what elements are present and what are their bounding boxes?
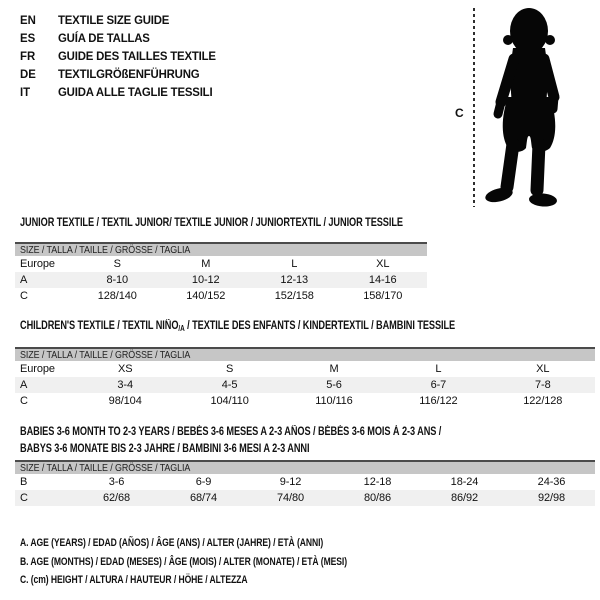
cell: 12-18 bbox=[363, 476, 392, 488]
children-table-title bbox=[20, 320, 455, 333]
row-label: B bbox=[20, 476, 28, 488]
children-title-prefix: CHILDREN'S TEXTILE / TEXTIL NIÑO bbox=[20, 320, 179, 332]
table-row bbox=[15, 474, 595, 490]
cell: 14-16 bbox=[368, 274, 397, 286]
cell: 92/98 bbox=[537, 492, 566, 504]
junior-table-title: JUNIOR TEXTILE / TEXTIL JUNIOR/ TEXTILE JUNIOR / JUNIORTEXTIL / JUNIOR TESSILE bbox=[20, 217, 403, 229]
lang-title: GUIDA ALLE TAGLIE TESSILI bbox=[58, 85, 213, 99]
size-header-label: SIZE / TALLA / TAILLE / GRÖSSE / TAGLIA bbox=[20, 244, 191, 256]
babies-title-line1: BABIES 3-6 MONTH TO 2-3 YEARS / BEBÉS 3-6 MESES A 2-3 AÑOS / BÉBÉS 3-6 MOIS À 2-3 ANS / bbox=[20, 426, 442, 438]
table-row bbox=[15, 288, 427, 304]
cell: 62/68 bbox=[102, 492, 131, 504]
lang-row-de bbox=[20, 65, 224, 83]
cell: 24-36 bbox=[537, 476, 566, 488]
children-table bbox=[15, 347, 595, 409]
cell: 122/128 bbox=[523, 395, 563, 407]
cell: 4-5 bbox=[221, 379, 238, 391]
babies-table-title bbox=[20, 424, 441, 458]
cell: 116/122 bbox=[419, 395, 458, 407]
toddler-silhouette-image bbox=[477, 2, 579, 208]
cell: M bbox=[201, 258, 211, 270]
lang-code: FR bbox=[20, 49, 36, 63]
cell: 6-7 bbox=[430, 379, 447, 391]
lang-row-fr bbox=[20, 47, 224, 65]
lang-title: GUIDE DES TAILLES TEXTILE bbox=[58, 49, 216, 63]
height-measure-label: C bbox=[455, 106, 464, 120]
cell: 7-8 bbox=[534, 379, 551, 391]
row-label: A bbox=[20, 379, 28, 391]
cell: 86/92 bbox=[450, 492, 479, 504]
table-row bbox=[15, 377, 595, 393]
legend-line-c: C. (cm) HEIGHT / ALTURA / HAUTEUR / HÖHE / ALTEZZA bbox=[20, 574, 248, 586]
children-title-subscript: /A bbox=[178, 324, 185, 333]
cell: XL bbox=[376, 258, 390, 270]
cell: 9-12 bbox=[279, 476, 302, 488]
cell: 110/116 bbox=[315, 395, 353, 407]
cell: 152/158 bbox=[274, 290, 314, 302]
legend-line-b: B. AGE (MONTHS) / EDAD (MESES) / ÂGE (MOIS) / ALTER (MONATE) / ETÀ (MESI) bbox=[20, 555, 348, 568]
lang-row-en bbox=[20, 11, 224, 29]
table-row bbox=[15, 393, 595, 409]
cell: 8-10 bbox=[106, 274, 129, 286]
junior-table bbox=[15, 242, 427, 304]
cell: 98/104 bbox=[108, 395, 142, 407]
lang-code: IT bbox=[20, 85, 31, 99]
cell: M bbox=[329, 363, 339, 375]
table-row bbox=[15, 256, 427, 272]
row-label: Europe bbox=[20, 363, 55, 375]
babies-table bbox=[15, 460, 595, 506]
cell: S bbox=[113, 258, 121, 270]
legend bbox=[20, 534, 439, 590]
row-label: C bbox=[20, 395, 28, 407]
lang-title: TEXTILE SIZE GUIDE bbox=[58, 13, 170, 27]
cell: 6-9 bbox=[195, 476, 212, 488]
cell: 128/140 bbox=[97, 290, 137, 302]
cell: 3-6 bbox=[108, 476, 125, 488]
lang-code: ES bbox=[20, 31, 36, 45]
cell: 3-4 bbox=[117, 379, 133, 391]
cell: L bbox=[291, 258, 298, 270]
lang-row-it bbox=[20, 83, 224, 101]
row-label: C bbox=[20, 290, 28, 302]
cell: 18-24 bbox=[450, 476, 479, 488]
language-header bbox=[20, 11, 224, 101]
cell: 158/170 bbox=[363, 290, 403, 302]
table-row bbox=[15, 490, 595, 506]
cell: 140/152 bbox=[186, 290, 226, 302]
cell: 12-13 bbox=[280, 274, 309, 286]
cell: 74/80 bbox=[276, 492, 305, 504]
legend-line-a: A. AGE (YEARS) / EDAD (AÑOS) / ÂGE (ANS) / ALTER (JAHRE) / ETÀ (ANNI) bbox=[20, 537, 324, 549]
table-row bbox=[15, 272, 427, 288]
cell: L bbox=[435, 363, 442, 375]
cell: 80/86 bbox=[363, 492, 392, 504]
lang-row-es bbox=[20, 29, 224, 47]
cell: XS bbox=[117, 363, 133, 375]
cell: 5-6 bbox=[326, 379, 342, 391]
lang-code: EN bbox=[20, 13, 36, 27]
babies-size-header-bar bbox=[15, 460, 595, 474]
row-label: C bbox=[20, 492, 28, 504]
row-label: A bbox=[20, 274, 28, 286]
table-row bbox=[15, 361, 595, 377]
height-measure-dashed-line bbox=[473, 8, 475, 207]
cell: XL bbox=[536, 363, 550, 375]
children-title-suffix: / TEXTILE DES ENFANTS / KINDERTEXTIL / BAMBINI TESSILE bbox=[184, 320, 456, 332]
cell: 10-12 bbox=[191, 274, 220, 286]
size-header-label: SIZE / TALLA / TAILLE / GRÖSSE / TAGLIA bbox=[20, 462, 191, 474]
cell: 104/110 bbox=[210, 395, 249, 407]
babies-title-line2: BABYS 3-6 MONATE BIS 2-3 JAHRE / BAMBINI 3-6 MESI A 2-3 ANNI bbox=[20, 443, 310, 455]
row-label: Europe bbox=[20, 258, 55, 270]
cell: S bbox=[225, 363, 234, 375]
lang-title: GUÍA DE TALLAS bbox=[58, 31, 150, 45]
cell: 68/74 bbox=[189, 492, 218, 504]
junior-size-header-bar bbox=[15, 242, 427, 256]
lang-title: TEXTILGRÖßENFÜHRUNG bbox=[58, 67, 200, 81]
size-header-label: SIZE / TALLA / TAILLE / GRÖSSE / TAGLIA bbox=[20, 349, 191, 361]
children-size-header-bar bbox=[15, 347, 595, 361]
lang-code: DE bbox=[20, 67, 36, 81]
